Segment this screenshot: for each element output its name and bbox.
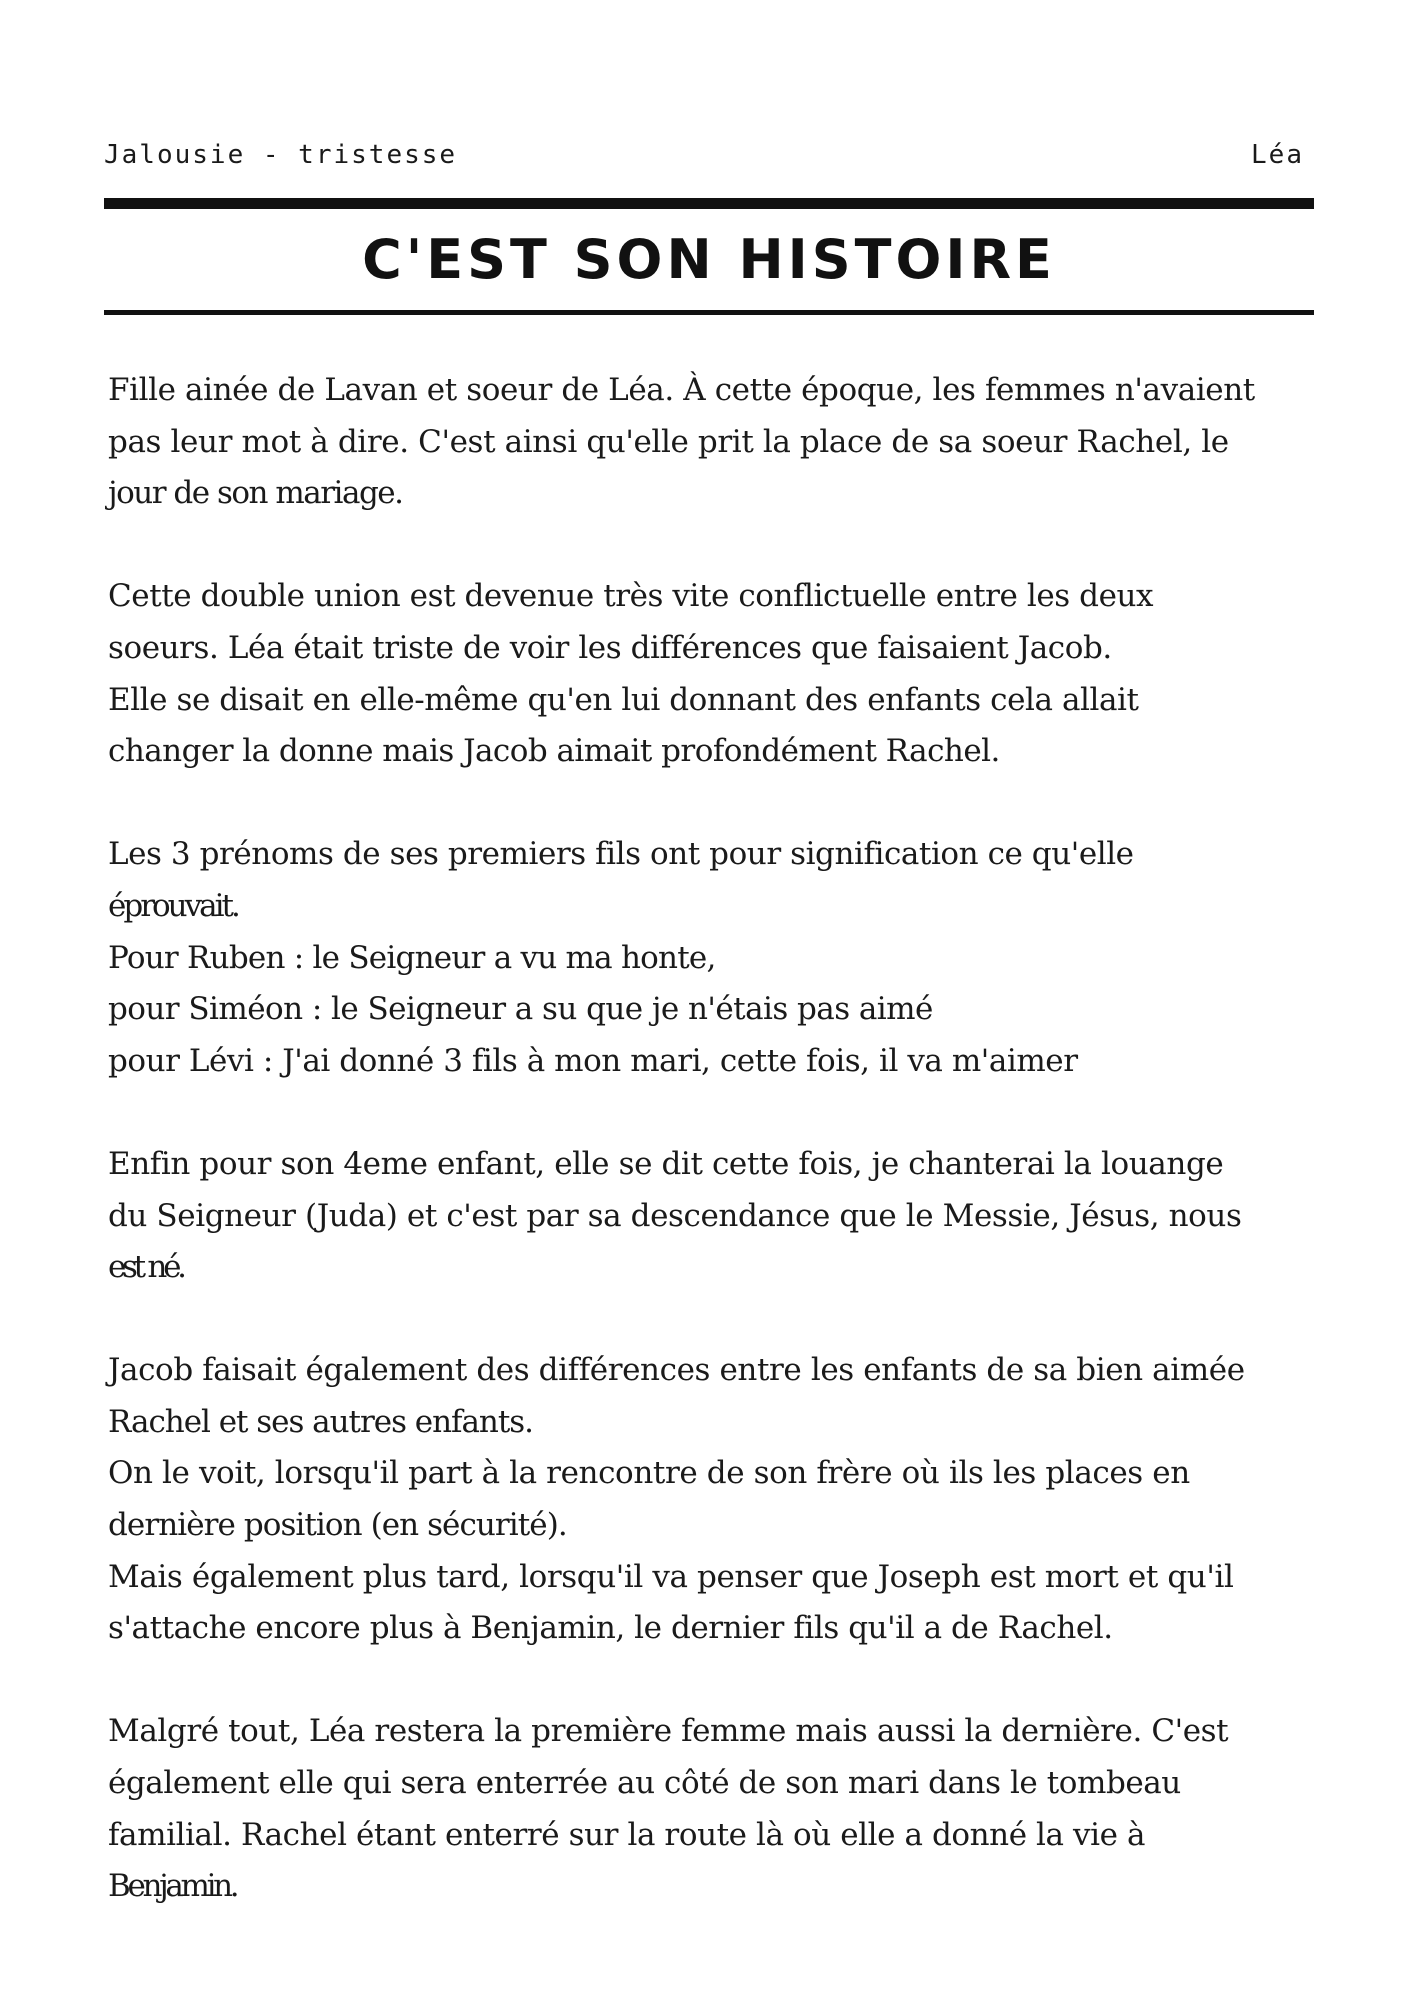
text-line: familial. Rachel étant enterré sur la route là où elle a donné la vie à xyxy=(108,1816,1146,1853)
paragraph-conflict xyxy=(108,571,1338,777)
page-title: C'EST SON HISTOIRE xyxy=(362,228,1056,291)
text-line: pas leur mot à dire. C'est ainsi qu'elle prit la place de sa soeur Rachel, le xyxy=(108,423,1229,460)
text-line: Pour Ruben : le Seigneur a vu ma honte, xyxy=(108,939,716,976)
paragraph-sons-names xyxy=(108,829,1338,1087)
text-line: Rachel et ses autres enfants. xyxy=(108,1403,533,1440)
text-line: Fille ainée de Lavan et soeur de Léa. À cette époque, les femmes n'avaient xyxy=(108,372,1255,408)
text-line: Mais également plus tard, lorsqu'il va penser que Joseph est mort et qu'il xyxy=(108,1558,1234,1595)
text-line: Malgré tout, Léa restera la première femme mais aussi la dernière. C'est xyxy=(108,1713,1229,1750)
text-line: dernière position (en sécurité). xyxy=(108,1507,567,1544)
page-header xyxy=(104,140,1304,170)
text-line: également elle qui sera enterrée au côté de son mari dans le tombeau xyxy=(108,1765,1181,1802)
story-body xyxy=(108,365,1338,1913)
text-line: changer la donne mais Jacob aimait profondément Rachel. xyxy=(108,733,1000,770)
text-line: pour Lévi : J'ai donné 3 fils à mon mari, cette fois, il va m'aimer xyxy=(108,1042,1078,1079)
header-divider-thick xyxy=(104,198,1314,209)
paragraph-origin xyxy=(108,365,1338,520)
header-theme: Jalousie - tristesse xyxy=(104,140,458,170)
text-line: Cette double union est devenue très vite conflictuelle entre les deux xyxy=(108,578,1154,615)
text-line: s'attache encore plus à Benjamin, le dernier fils qu'il a de Rachel. xyxy=(108,1610,1113,1647)
text-line: jour de son mariage. xyxy=(108,475,403,512)
text-line: Les 3 prénoms de ses premiers fils ont pour signification ce qu'elle xyxy=(108,836,1134,873)
text-line: Enfin pour son 4eme enfant, elle se dit cette fois, je chanterai la louange xyxy=(108,1145,1224,1182)
text-line: est né. xyxy=(108,1249,183,1286)
text-line: On le voit, lorsqu'il part à la rencontre de son frère où ils les places en xyxy=(108,1455,1190,1492)
text-line: Elle se disait en elle-même qu'en lui donnant des enfants cela allait xyxy=(108,681,1139,718)
text-line: pour Siméon : le Seigneur a su que je n'étais pas aimé xyxy=(108,991,933,1028)
text-line: du Seigneur (Juda) et c'est par sa descendance que le Messie, Jésus, nous xyxy=(108,1197,1242,1234)
paragraph-juda xyxy=(108,1139,1338,1294)
title-divider-thin xyxy=(104,310,1314,315)
text-line: Benjamin. xyxy=(108,1868,237,1905)
text-line: Jacob faisait également des différences entre les enfants de sa bien aimée xyxy=(108,1352,1245,1389)
paragraph-conclusion xyxy=(108,1706,1338,1912)
text-line: soeurs. Léa était triste de voir les différences que faisaient Jacob. xyxy=(108,629,1112,666)
header-character-name: Léa xyxy=(1251,140,1304,170)
paragraph-jacob-favoritism xyxy=(108,1345,1338,1655)
text-line: éprouvait. xyxy=(108,887,238,924)
